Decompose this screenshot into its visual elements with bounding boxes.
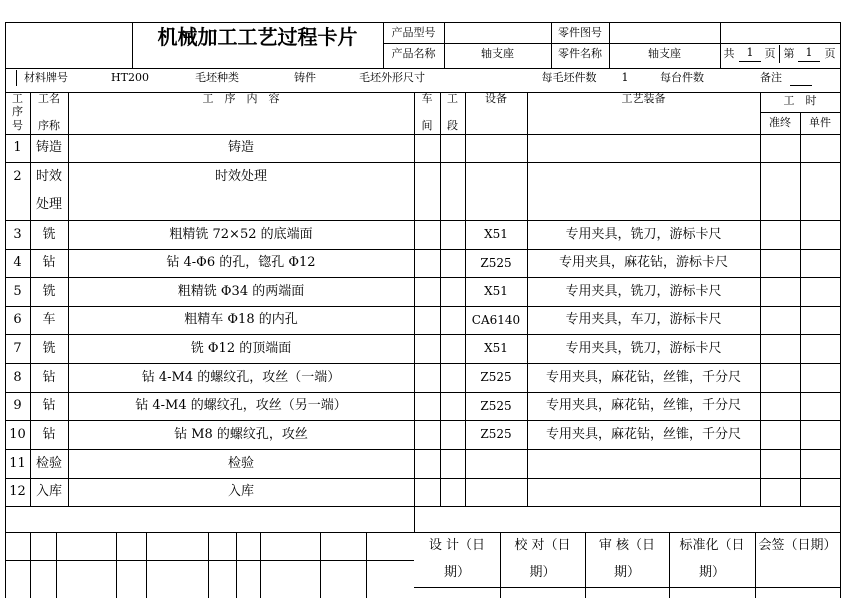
th-opname-1: 工名 — [38, 92, 60, 106]
page-divider — [779, 45, 780, 63]
row-4-name: 钻 — [42, 255, 56, 271]
row-9-content: 钻 4-M4 的螺纹孔，攻丝（另一端） — [135, 398, 347, 414]
th-section-1: 工 — [447, 92, 458, 106]
row-2-content: 时效处理 — [214, 169, 267, 185]
sig-grid-v — [208, 532, 209, 598]
sig-grid-v — [366, 532, 367, 598]
standardize-date-label-2: 期） — [698, 565, 725, 581]
sig-grid-v — [56, 532, 57, 598]
current-page-unit: 页 — [824, 47, 836, 61]
sig-grid-v — [320, 532, 321, 598]
total-pages-value[interactable]: 1 — [739, 45, 761, 62]
part-name-value: 轴支座 — [648, 47, 681, 61]
product-name-label: 产品名称 — [391, 47, 436, 61]
row-6-no: 6 — [13, 312, 22, 328]
row-12-equipment — [465, 478, 527, 506]
row-1-name: 铸造 — [35, 140, 62, 156]
row-9-no: 9 — [13, 398, 22, 414]
row-line — [5, 532, 840, 533]
row-5-content: 粗精铣 Φ34 的两端面 — [177, 283, 305, 299]
row-10-name: 钻 — [42, 426, 56, 442]
th-content: 工 序 内 容 — [202, 92, 280, 106]
row-2-name: 时效 — [35, 169, 62, 185]
row-6-tooling: 专用夹具，车刀，游标卡尺 — [565, 312, 722, 328]
standardize-date-label: 标准化（日 — [679, 538, 745, 554]
drawing-number-value — [609, 22, 720, 43]
col-v-workshop — [440, 92, 441, 506]
sig-grid-v — [116, 532, 117, 598]
pieces-per-blank-value: 1 — [621, 71, 629, 85]
card-title: 机械加工工艺过程卡片 — [157, 25, 358, 49]
th-time: 工 时 — [783, 94, 817, 108]
row-11-content: 检验 — [227, 455, 254, 471]
row-10-content: 钻 M8 的螺纹孔，攻丝 — [174, 426, 308, 442]
row-9-tooling: 专用夹具，麻花钻，丝锥，千分尺 — [545, 398, 741, 414]
row-12-tooling — [527, 478, 760, 506]
th-workshop-2: 间 — [421, 119, 433, 133]
th-time-prep: 准终 — [769, 116, 791, 130]
row-4-content: 钻 4-Φ6 的孔，锪孔 Φ12 — [166, 255, 316, 271]
row-3-name: 铣 — [42, 226, 56, 242]
row-8-content: 钻 4-M4 的螺纹孔，攻丝（一端） — [141, 369, 341, 385]
row-6-equipment: CA6140 — [471, 312, 521, 327]
row-2-tooling — [527, 165, 760, 189]
pieces-per-unit-value — [716, 69, 752, 87]
row-4-no: 4 — [13, 255, 22, 271]
sig-grid-v — [236, 532, 237, 598]
row-11-tooling — [527, 449, 760, 478]
row-8-name: 钻 — [42, 369, 56, 385]
proofread-date-label-2: 期） — [529, 565, 556, 581]
row-9-equipment: Z525 — [480, 398, 512, 413]
row-12-name: 入库 — [35, 484, 62, 500]
material-tick — [16, 70, 17, 86]
sig-grid-v — [260, 532, 261, 598]
row-11-no: 11 — [9, 455, 26, 471]
remarks-value[interactable] — [790, 70, 812, 86]
row-3-content: 粗精铣 72×52 的底端面 — [169, 226, 313, 242]
col-v-content — [414, 92, 415, 532]
sig-grid-h — [5, 560, 414, 561]
remarks-label: 备注 — [760, 71, 782, 85]
row-2-no: 2 — [13, 169, 22, 185]
th-workshop-1: 车 — [421, 92, 433, 106]
col-v-tooling — [760, 92, 761, 506]
th-section-2: 段 — [447, 119, 458, 133]
design-date-label: 设 计（日 — [428, 538, 486, 554]
row-6-name: 车 — [42, 312, 56, 328]
drawing-number-label: 零件图号 — [558, 25, 602, 39]
row-6-content: 粗精车 Φ18 的内孔 — [184, 312, 298, 328]
row-7-content: 铣 Φ12 的顶端面 — [190, 340, 292, 356]
header-v-6 — [720, 22, 721, 68]
sig-grid-h — [414, 587, 840, 588]
row-3-tooling: 专用夹具，铣刀，游标卡尺 — [565, 226, 722, 242]
th-equipment: 设备 — [485, 92, 507, 106]
product-name-value: 轴支座 — [481, 47, 514, 61]
current-page-label: 第 — [783, 47, 795, 61]
th-seq-1: 工 — [12, 92, 23, 106]
frame-right — [840, 22, 841, 598]
row-8-tooling: 专用夹具，麻花钻，丝锥，千分尺 — [545, 369, 741, 385]
total-pages-unit: 页 — [764, 47, 776, 61]
design-date-label-2: 期） — [443, 565, 470, 581]
blank-size-label: 毛坯外形尺寸 — [359, 71, 425, 85]
row-3-no: 3 — [13, 226, 22, 242]
row-7-no: 7 — [13, 340, 22, 356]
review-date-label: 审 核（日 — [598, 538, 656, 554]
row-12-content: 入库 — [227, 484, 254, 500]
pieces-per-unit-label: 每台件数 — [660, 71, 704, 85]
row-5-equipment: X51 — [484, 284, 508, 299]
product-model-value — [444, 22, 551, 43]
sig-grid-v — [30, 532, 31, 598]
th-time-unit: 单件 — [809, 116, 831, 130]
row-1-no: 1 — [13, 140, 22, 156]
total-pages-label: 共 — [723, 47, 735, 61]
row-11-name: 检验 — [35, 455, 62, 471]
row-10-tooling: 专用夹具，麻花钻，丝锥，千分尺 — [545, 426, 741, 442]
row-7-tooling: 专用夹具，铣刀，游标卡尺 — [565, 340, 722, 356]
material-grade-label: 材料牌号 — [24, 71, 68, 85]
row-5-tooling: 专用夹具，铣刀，游标卡尺 — [565, 283, 722, 299]
row-11-equipment — [465, 449, 527, 478]
blank-type-label: 毛坯种类 — [195, 71, 239, 85]
row-7-equipment: X51 — [484, 341, 508, 356]
pieces-per-blank-label: 每毛坯件数 — [541, 71, 597, 85]
row-7-name: 铣 — [42, 340, 56, 356]
row-1-tooling — [527, 134, 760, 162]
row-1-equipment — [465, 134, 527, 162]
row-9-name: 钻 — [42, 398, 56, 414]
th-opname-2: 序称 — [38, 119, 60, 133]
row-3-equipment: X51 — [484, 227, 508, 242]
row-5-no: 5 — [13, 283, 22, 299]
row-10-equipment: Z525 — [480, 427, 512, 442]
row-8-equipment: Z525 — [480, 370, 512, 385]
row-1-content: 铸造 — [227, 140, 254, 156]
row-10-no: 10 — [9, 426, 26, 442]
sig-grid-v — [146, 532, 147, 598]
proofread-date-label: 校 对（日 — [514, 538, 571, 554]
th-seq-2: 序 — [12, 105, 23, 119]
col-v-time — [800, 112, 801, 506]
th-seq-3: 号 — [12, 119, 23, 133]
product-model-label: 产品型号 — [391, 25, 436, 39]
part-name-label: 零件名称 — [558, 47, 602, 61]
row-5-name: 铣 — [42, 283, 56, 299]
review-date-label-2: 期） — [613, 565, 640, 581]
countersign-date-label: 会签（日期） — [758, 538, 837, 554]
row-2-name-line2: 处理 — [35, 197, 62, 213]
th-tooling: 工艺装备 — [621, 92, 666, 106]
material-grade-value: HT200 — [111, 71, 149, 85]
current-page-value[interactable]: 1 — [798, 45, 820, 62]
row-8-no: 8 — [13, 369, 22, 385]
row-12-no: 12 — [9, 484, 26, 500]
row-4-tooling: 专用夹具，麻花钻，游标卡尺 — [558, 255, 728, 271]
row-4-equipment: Z525 — [480, 255, 512, 270]
blank-type-value: 铸件 — [294, 71, 316, 85]
row-line — [5, 506, 840, 507]
blank-size-value — [430, 69, 530, 87]
row-2-equipment — [465, 165, 527, 189]
row-line — [5, 162, 840, 163]
